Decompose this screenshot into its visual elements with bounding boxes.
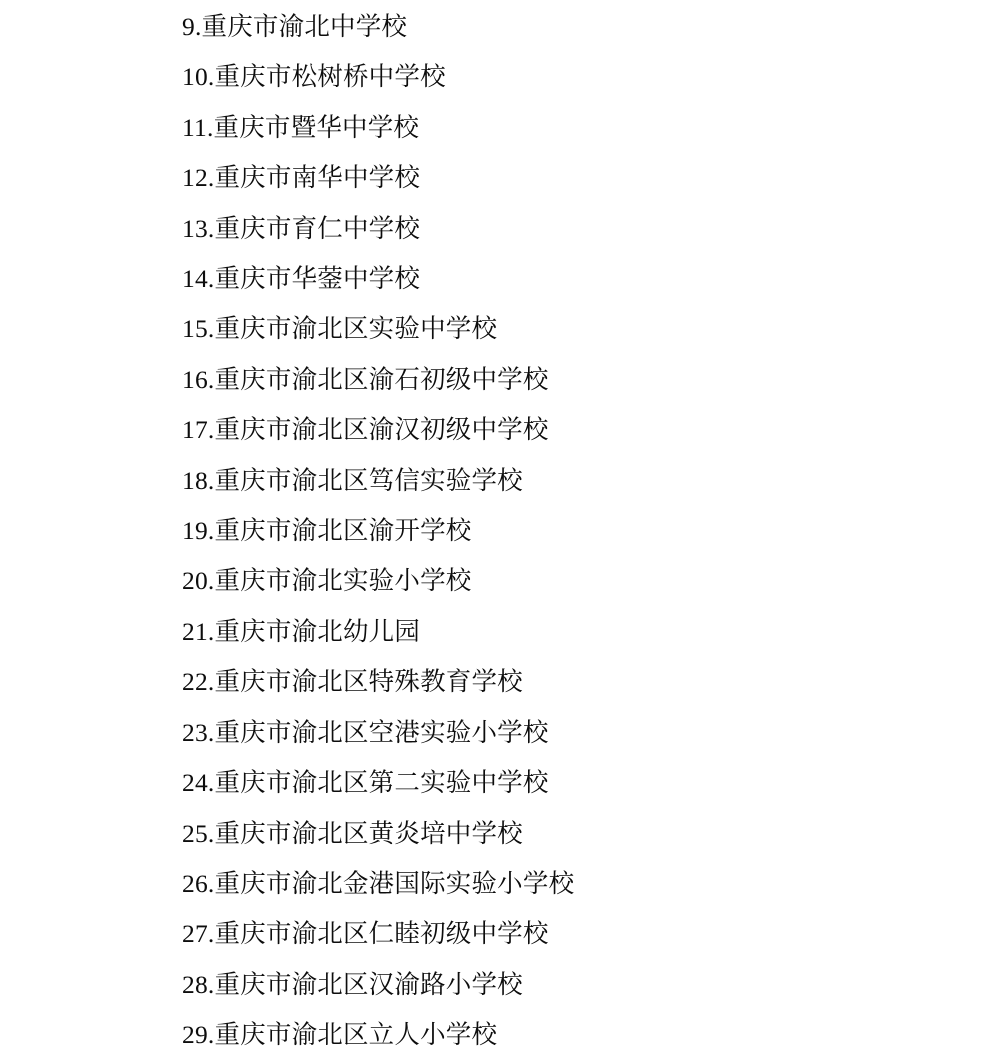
list-item-label: 重庆市渝北幼儿园 — [214, 616, 421, 647]
list-item-number: 21. — [182, 616, 215, 646]
list-item-number: 13. — [182, 213, 215, 243]
list-item — [0, 153, 1000, 203]
list-item-number: 17. — [182, 415, 215, 445]
list-item-number: 14. — [182, 264, 215, 294]
list-item-number: 24. — [182, 768, 215, 798]
list-item-number: 19. — [182, 516, 215, 546]
list-item-number: 18. — [182, 465, 215, 495]
list-item-label: 重庆市松树桥中学校 — [214, 62, 446, 93]
list-item — [0, 254, 1000, 304]
list-item — [0, 809, 1000, 859]
list-item — [0, 960, 1000, 1010]
list-item-number: 25. — [182, 818, 215, 848]
list-item — [0, 52, 1000, 102]
list-item-number: 11. — [182, 112, 214, 142]
list-item — [0, 708, 1000, 758]
list-item-label: 重庆市华蓥中学校 — [214, 264, 421, 295]
list-item-number: 16. — [182, 364, 215, 394]
list-item-label: 重庆市渝北金港国际实验小学校 — [214, 868, 575, 899]
list-item-label: 重庆市渝北区渝石初级中学校 — [214, 364, 549, 395]
list-item — [0, 758, 1000, 808]
list-item — [0, 2, 1000, 52]
list-item-number: 28. — [182, 969, 215, 999]
list-item — [0, 405, 1000, 455]
list-item — [0, 1010, 1000, 1060]
list-item-label: 重庆市渝北区特殊教育学校 — [214, 667, 523, 698]
list-item — [0, 506, 1000, 556]
list-item-label: 重庆市渝北中学校 — [201, 12, 408, 42]
list-item — [0, 859, 1000, 909]
list-item-label: 重庆市暨华中学校 — [213, 112, 420, 143]
list-item-label: 重庆市渝北区渝开学校 — [214, 516, 472, 547]
list-item-label: 重庆市南华中学校 — [214, 163, 421, 194]
list-item-label: 重庆市育仁中学校 — [214, 213, 421, 244]
list-item — [0, 204, 1000, 254]
list-item — [0, 355, 1000, 405]
list-item-label: 重庆市渝北区汉渝路小学校 — [214, 969, 523, 1000]
list-item-label: 重庆市渝北实验小学校 — [214, 566, 472, 597]
list-item-number: 29. — [182, 1020, 215, 1050]
list-item-number: 23. — [182, 717, 215, 747]
list-item-number: 26. — [182, 868, 215, 898]
list-item — [0, 909, 1000, 959]
list-item-label: 重庆市渝北区笃信实验学校 — [214, 465, 523, 496]
list-item-label: 重庆市渝北区仁睦初级中学校 — [214, 919, 549, 950]
list-item-number: 12. — [182, 163, 215, 193]
list-item-number: 20. — [182, 566, 215, 596]
list-item-number: 9. — [182, 12, 202, 41]
list-item-number: 10. — [182, 62, 215, 92]
list-item — [0, 456, 1000, 506]
list-item-label: 重庆市渝北区立人小学校 — [214, 1020, 498, 1051]
list-item-number: 22. — [182, 667, 215, 697]
list-item-label: 重庆市渝北区黄炎培中学校 — [214, 818, 523, 849]
list-item — [0, 103, 1000, 153]
list-item — [0, 304, 1000, 354]
list-item-label: 重庆市渝北区渝汉初级中学校 — [214, 415, 549, 446]
list-item — [0, 607, 1000, 657]
list-item-label: 重庆市渝北区实验中学校 — [214, 314, 498, 345]
list-item — [0, 556, 1000, 606]
list-item-label: 重庆市渝北区第二实验中学校 — [214, 768, 549, 799]
list-item-number: 15. — [182, 314, 215, 344]
list-item — [0, 657, 1000, 707]
list-item-label: 重庆市渝北区空港实验小学校 — [214, 717, 549, 748]
list-item-number: 27. — [182, 919, 215, 949]
